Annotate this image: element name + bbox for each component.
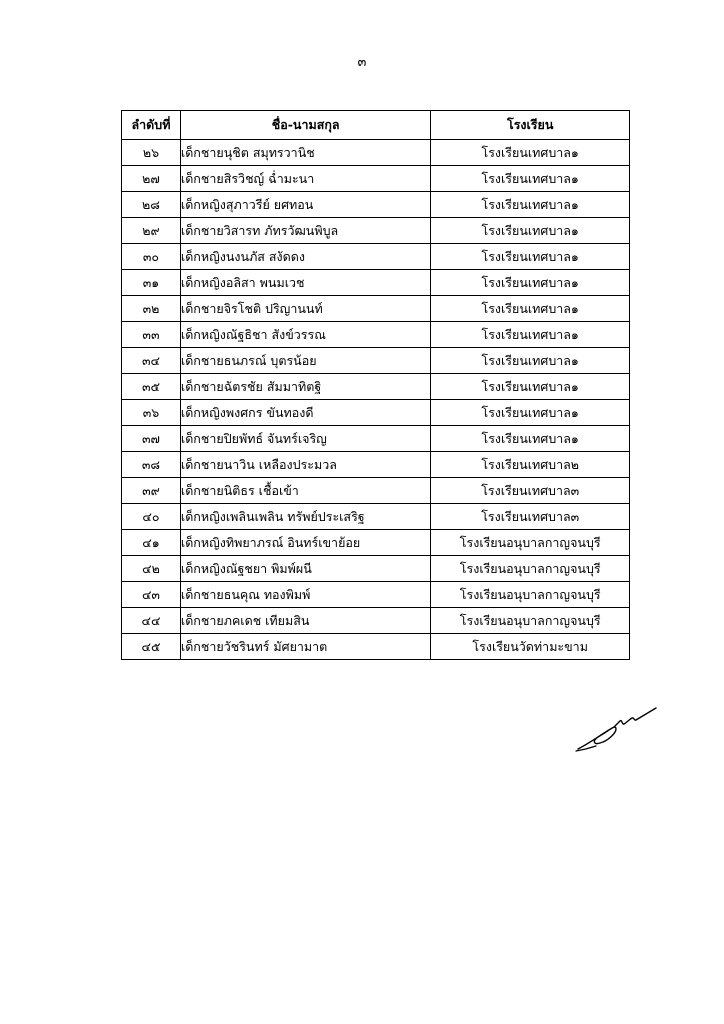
table-row	[122, 166, 630, 192]
row-school: โรงเรียนอนุบาลกาญจนบุรี	[431, 530, 630, 556]
row-number: ๓๓	[122, 322, 181, 348]
row-number: ๓๘	[122, 452, 181, 478]
row-number: ๔๕	[122, 634, 181, 660]
row-number: ๒๙	[122, 218, 181, 244]
table-row	[122, 634, 630, 660]
row-school: โรงเรียนเทศบาล๑	[431, 218, 630, 244]
row-number: ๒๗	[122, 166, 181, 192]
table-row	[122, 426, 630, 452]
row-number: ๓๕	[122, 374, 181, 400]
row-student-name: เด็กชายธนภรณ์ บุตรน้อย	[180, 348, 430, 374]
row-student-name: เด็กชายวัชรินทร์ มัศยามาต	[180, 634, 430, 660]
row-number: ๓๐	[122, 244, 181, 270]
table-row	[122, 608, 630, 634]
row-student-name: เด็กหญิงเพลินเพลิน ทรัพย์ประเสริฐ	[180, 504, 430, 530]
row-student-name: เด็กชายฉัตรชัย สัมมาทิตฐิ	[180, 374, 430, 400]
table-row	[122, 244, 630, 270]
header-school: โรงเรียน	[431, 111, 630, 140]
row-number: ๔๔	[122, 608, 181, 634]
row-student-name: เด็กหญิงทิพยาภรณ์ อินทร์เขาย้อย	[180, 530, 430, 556]
row-student-name: เด็กชายธนคุณ ทองพิมพ์	[180, 582, 430, 608]
table-row	[122, 322, 630, 348]
row-student-name: เด็กหญิงพงศกร ขันทองดี	[180, 400, 430, 426]
table-row	[122, 400, 630, 426]
table-row	[122, 270, 630, 296]
row-student-name: เด็กหญิงณัฐชยา พิมพ์ผนี	[180, 556, 430, 582]
row-number: ๔๒	[122, 556, 181, 582]
row-number: ๓๒	[122, 296, 181, 322]
row-student-name: เด็กหญิงอลิสา พนมเวช	[180, 270, 430, 296]
row-school: โรงเรียนอนุบาลกาญจนบุรี	[431, 556, 630, 582]
row-school: โรงเรียนเทศบาล๑	[431, 270, 630, 296]
table-row	[122, 530, 630, 556]
row-student-name: เด็กชายจิรโชติ ปริญานนท์	[180, 296, 430, 322]
table-row	[122, 218, 630, 244]
table-header-row	[122, 111, 630, 140]
row-number: ๔๐	[122, 504, 181, 530]
row-school: โรงเรียนเทศบาล๓	[431, 478, 630, 504]
row-student-name: เด็กชายนาวิน เหลืองประมวล	[180, 452, 430, 478]
row-student-name: เด็กชายวิสารท ภัทรวัฒนพิบูล	[180, 218, 430, 244]
row-school: โรงเรียนอนุบาลกาญจนบุรี	[431, 608, 630, 634]
row-school: โรงเรียนเทศบาล๑	[431, 296, 630, 322]
row-number: ๓๗	[122, 426, 181, 452]
row-student-name: เด็กหญิงณัฐธิชา สังข์วรรณ	[180, 322, 430, 348]
row-number: ๔๑	[122, 530, 181, 556]
table-row	[122, 348, 630, 374]
row-school: โรงเรียนวัดท่ามะขาม	[431, 634, 630, 660]
row-student-name: เด็กหญิงนงนภัส สงัดดง	[180, 244, 430, 270]
row-school: โรงเรียนเทศบาล๑	[431, 140, 630, 166]
page-number: ๓	[357, 55, 367, 70]
row-number: ๒๘	[122, 192, 181, 218]
row-student-name: เด็กชายสิรวิชญ์ ฉ่ำมะนา	[180, 166, 430, 192]
row-student-name: เด็กชายนิติธร เชื้อเข้า	[180, 478, 430, 504]
table-row	[122, 478, 630, 504]
row-number: ๒๖	[122, 140, 181, 166]
table-row	[122, 504, 630, 530]
row-school: โรงเรียนเทศบาล๑	[431, 374, 630, 400]
table-row	[122, 556, 630, 582]
row-school: โรงเรียนเทศบาล๑	[431, 166, 630, 192]
row-school: โรงเรียนอนุบาลกาญจนบุรี	[431, 582, 630, 608]
row-school: โรงเรียนเทศบาล๒	[431, 452, 630, 478]
row-number: ๓๑	[122, 270, 181, 296]
row-school: โรงเรียนเทศบาล๑	[431, 426, 630, 452]
signature	[572, 705, 662, 757]
row-number: ๓๔	[122, 348, 181, 374]
table-row	[122, 374, 630, 400]
student-roster-table	[121, 110, 630, 660]
header-no: ลำดับที่	[122, 111, 181, 140]
row-student-name: เด็กหญิงสุภาวรีย์ ยศทอน	[180, 192, 430, 218]
row-school: โรงเรียนเทศบาล๑	[431, 400, 630, 426]
row-school: โรงเรียนเทศบาล๑	[431, 192, 630, 218]
row-number: ๓๖	[122, 400, 181, 426]
table-row	[122, 140, 630, 166]
row-school: โรงเรียนเทศบาล๑	[431, 322, 630, 348]
table-row	[122, 452, 630, 478]
row-number: ๓๙	[122, 478, 181, 504]
row-student-name: เด็กชายปิยพัทธ์ จันทร์เจริญ	[180, 426, 430, 452]
row-school: โรงเรียนเทศบาล๑	[431, 348, 630, 374]
table-row	[122, 582, 630, 608]
header-name: ชื่อ-นามสกุล	[180, 111, 430, 140]
row-number: ๔๓	[122, 582, 181, 608]
row-school: โรงเรียนเทศบาล๓	[431, 504, 630, 530]
table-row	[122, 296, 630, 322]
table-row	[122, 192, 630, 218]
row-school: โรงเรียนเทศบาล๑	[431, 244, 630, 270]
row-student-name: เด็กชายภคเดช เทียมสิน	[180, 608, 430, 634]
row-student-name: เด็กชายนุชิต สมุทรวานิช	[180, 140, 430, 166]
table-body	[122, 140, 630, 660]
